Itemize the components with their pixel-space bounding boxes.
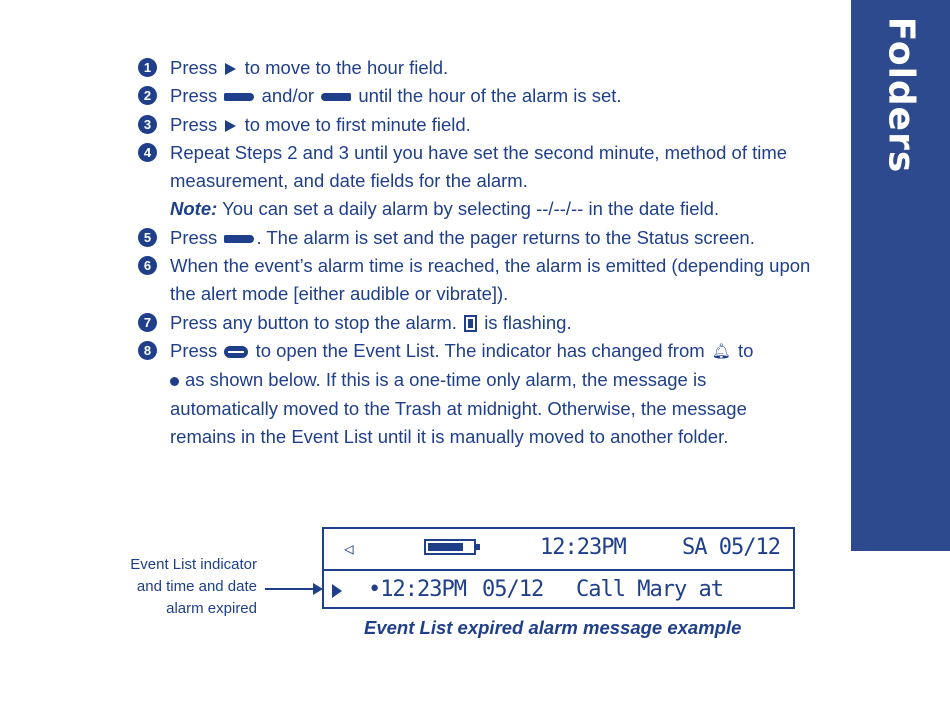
left-softkey-icon [224,93,254,101]
step-text: Repeat Steps 2 and 3 until you have set the second minute, method of time measurement, and date fields for the alarm. [170,141,788,192]
note-label: Note: [170,198,218,220]
step-3 [136,111,816,139]
bullet-indicator-icon [170,377,179,386]
step-8 [136,337,816,451]
step-number: 4 [138,143,157,162]
left-softkey-icon [224,235,254,243]
selection-pointer-icon [332,584,342,598]
bell-icon: 🔔︎ [711,342,731,360]
battery-fill [428,543,463,551]
instruction-steps [136,54,816,451]
step-number: 1 [138,58,157,77]
step-text: Press any button to stop the alarm. [170,311,457,333]
step-6 [136,252,816,309]
right-arrow-key-icon [225,63,236,75]
step-text: Press [170,226,218,248]
callout-label [100,554,257,620]
section-tab-label: Folders [880,16,921,174]
note-text: You can set a daily alarm by selecting --/--/-- in the date field. [222,198,720,220]
pager-screen [322,527,795,609]
event-row [324,569,793,610]
step-text: to [737,339,754,361]
battery-icon [424,539,476,555]
event-time: •12:23PM [368,577,466,602]
step-number: 8 [138,341,157,360]
step-2 [136,82,816,110]
step-1 [136,54,816,82]
section-tab [851,0,950,551]
step-text: as shown below. If this is a one-time only alarm, the message is automatically moved to the Trash at midnight. Otherwise, the message remains in the Event List until it is manually moved to another folder. [170,369,747,447]
step-7 [136,309,816,337]
step-4 [136,139,816,224]
step-text: Press [170,339,218,361]
status-row [324,529,793,568]
step-text: Press [170,85,218,107]
step-text: When the event’s alarm time is reached, the alarm is emitted (depending upon the alert mode [either audible or vibrate]). [170,255,811,305]
event-message: Call Mary at [576,577,723,602]
status-time: 12:23PM [540,535,626,560]
step-text: to move to first minute field. [244,113,471,135]
step-text: and/or [261,85,315,107]
step-number: 3 [138,115,157,134]
figure-caption: Event List expired alarm message example [364,617,742,638]
right-arrow-key-icon [225,120,236,132]
step-text: is flashing. [484,311,572,333]
callout-line: Event List indicator [130,556,257,573]
status-date: SA 05/12 [682,535,780,560]
event-date: 05/12 [482,577,544,602]
step-text: Press [170,57,218,78]
step-number: 5 [138,228,157,247]
step-text: Press [170,113,218,135]
alarm-indicator-icon [464,315,477,332]
step-text: until the hour of the alarm is set. [358,85,622,107]
step-text: to open the Event List. The indicator has changed from [255,339,705,361]
right-softkey-icon [321,93,351,101]
step-text: to move to the hour field. [244,57,449,78]
callout-line: and time and date [136,578,257,595]
callout-arrow-line [265,588,315,590]
select-key-icon [224,346,248,358]
callout-line: alarm expired [166,600,257,617]
step-number: 2 [138,86,157,105]
step-number: 7 [138,313,157,332]
step-number: 6 [138,256,157,275]
step-5 [136,224,816,252]
step-text: . The alarm is set and the pager returns to the Status screen. [256,226,755,248]
speaker-icon: ◁ [344,539,354,558]
